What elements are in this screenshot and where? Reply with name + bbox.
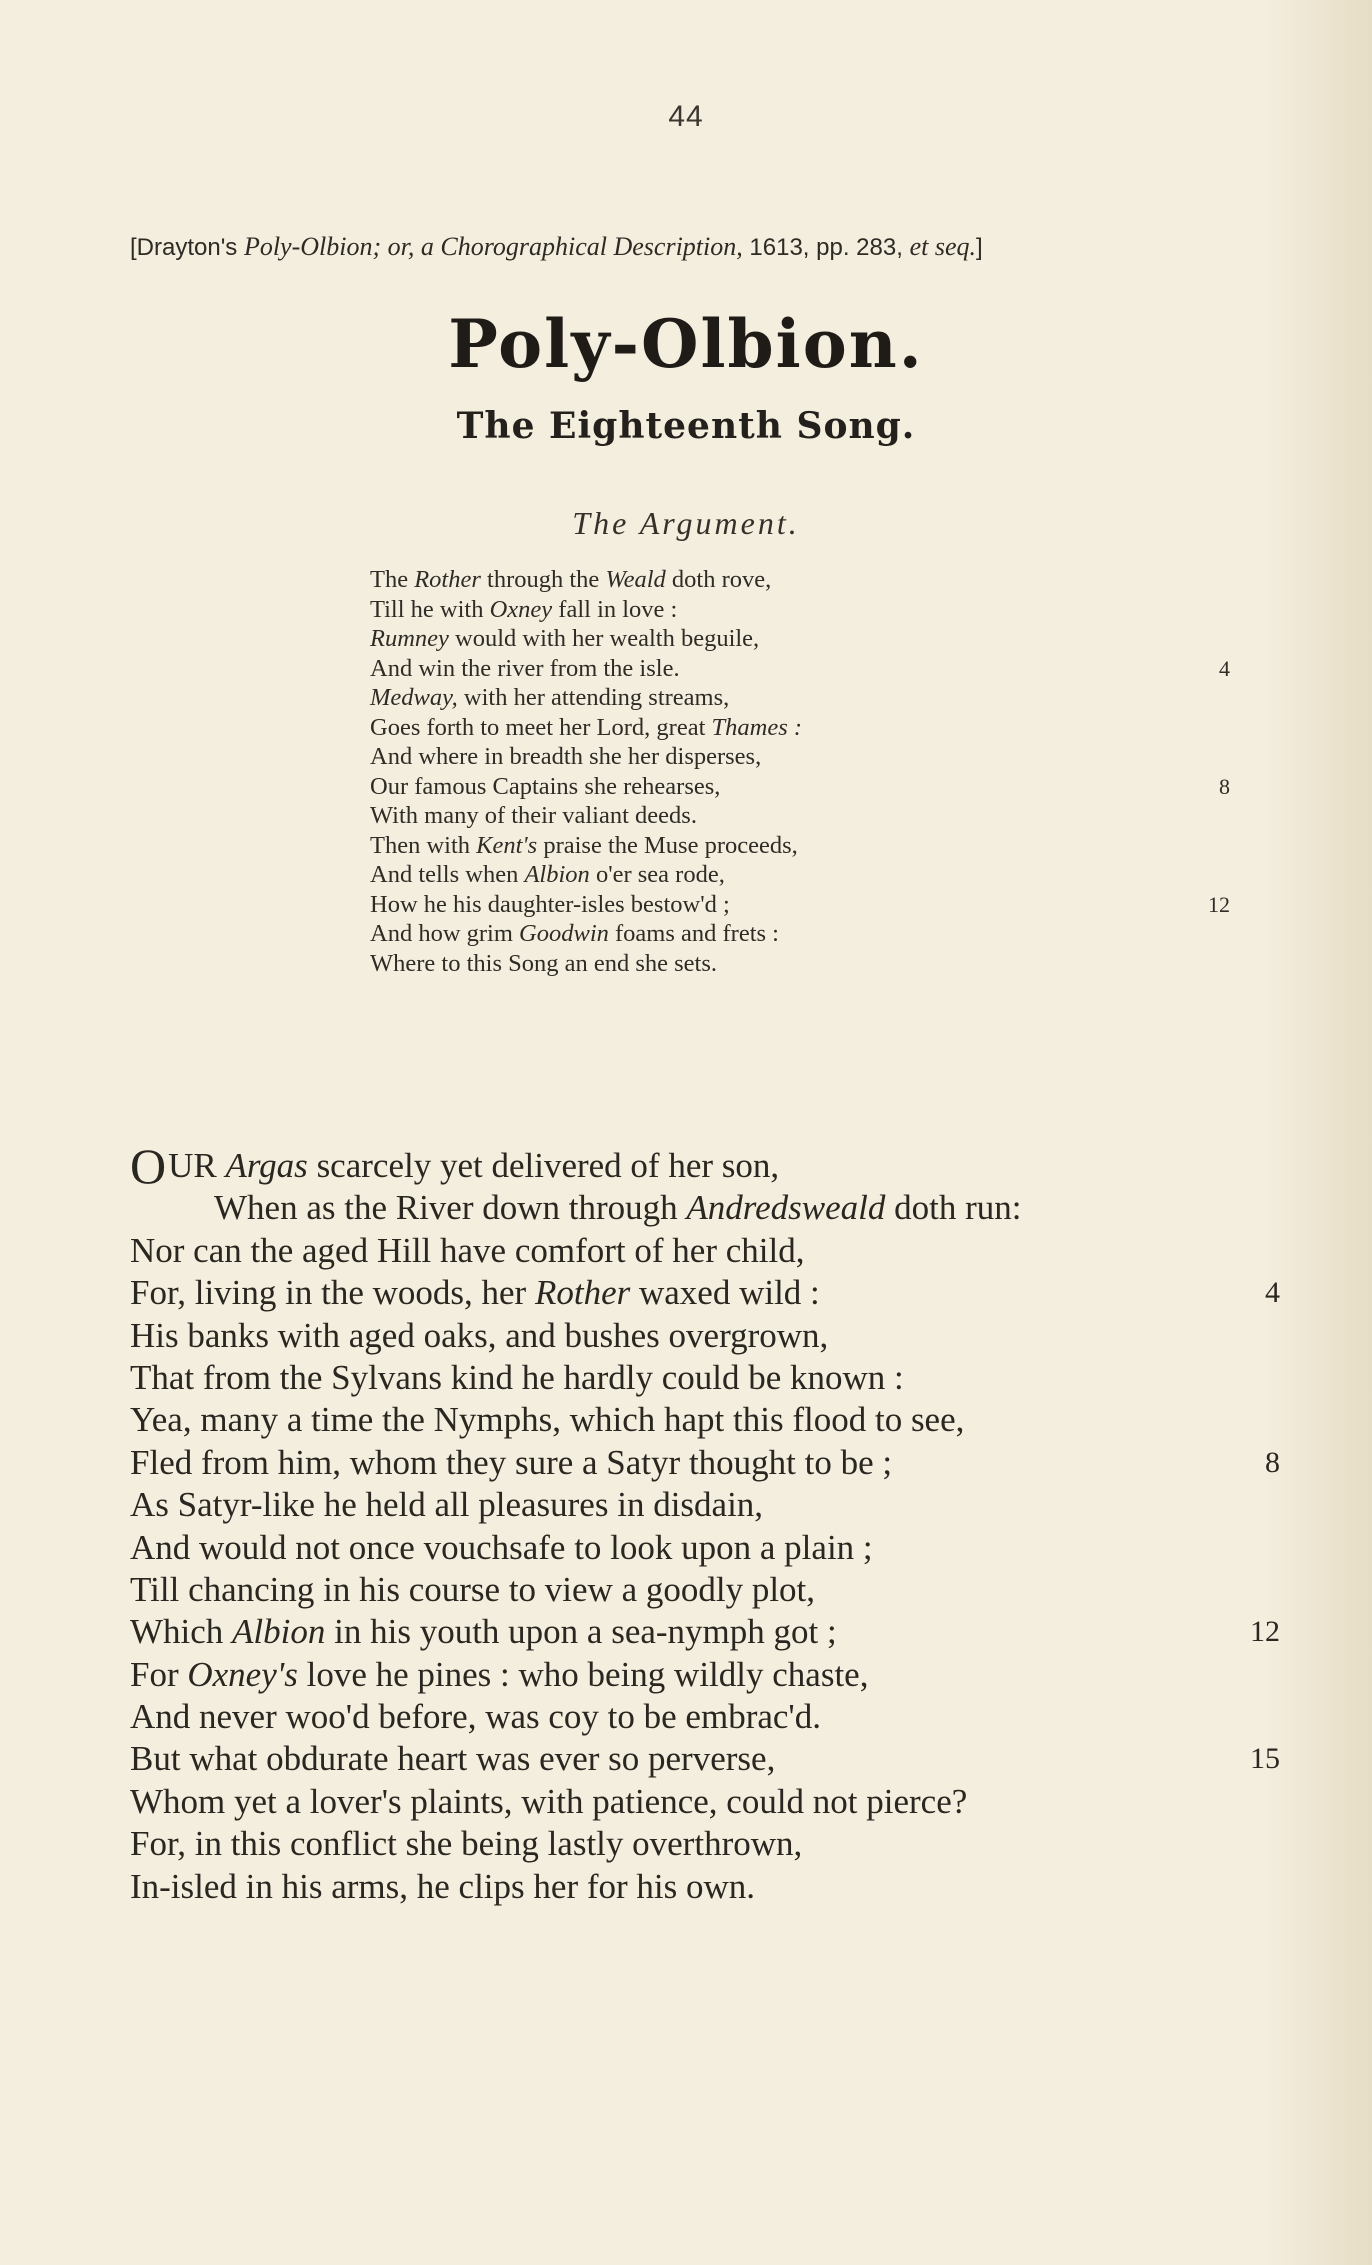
line-number: 12 xyxy=(1250,1615,1280,1649)
text-run: love he pines : who being wildly chaste, xyxy=(297,1654,869,1694)
text-run: with her attending streams, xyxy=(457,684,730,711)
poem-line xyxy=(130,1399,1280,1441)
argument-line-text xyxy=(370,596,677,623)
poem-line-text xyxy=(130,1697,821,1736)
argument-verse xyxy=(370,565,1230,978)
text-run: Our famous Captains she rehearses, xyxy=(370,772,721,800)
text-run: praise the Muse proceeds, xyxy=(537,831,798,859)
line-number: 8 xyxy=(1219,773,1230,799)
text-run: Yea, many a time the Nymphs, which hapt this flood to see, xyxy=(130,1400,965,1440)
poem-line-text xyxy=(130,1485,763,1524)
poem-line xyxy=(130,1781,1280,1823)
poem-line xyxy=(130,1569,1280,1611)
poem-line-text xyxy=(130,1739,775,1778)
text-run: in his youth upon a sea-nymph got ; xyxy=(325,1612,837,1652)
argument-line-text xyxy=(370,802,697,829)
argument-line xyxy=(370,919,1230,949)
page-title: Poly-Olbion. xyxy=(448,305,924,383)
line-number: 12 xyxy=(1208,891,1230,917)
poem-line-text xyxy=(130,1570,815,1609)
text-run: scarcely yet delivered of her son, xyxy=(307,1146,780,1185)
argument-line xyxy=(370,565,1230,595)
italic-text: Oxney xyxy=(489,595,553,623)
poem-line xyxy=(130,1823,1280,1865)
text-run: Till he with xyxy=(370,595,490,623)
argument-line xyxy=(370,742,1230,772)
poem-line-text xyxy=(130,1867,755,1906)
italic-text: Goodwin xyxy=(519,920,609,947)
text-run: And tells when xyxy=(370,861,525,888)
citation-pages: 1613, pp. 283, xyxy=(742,234,910,261)
page-number: 44 xyxy=(668,100,704,133)
poem-line xyxy=(130,1654,1280,1696)
poem-line-text xyxy=(130,1358,904,1397)
text-run: And never woo'd before, was coy to be embrac'd. xyxy=(130,1697,821,1737)
text-run: And win the river from the isle. xyxy=(370,654,680,682)
poem-line-text xyxy=(130,1138,780,1194)
poem-line-text xyxy=(130,1316,828,1355)
argument-line-text xyxy=(370,950,717,977)
argument-line-text xyxy=(370,920,779,947)
poem-line-text xyxy=(130,1782,967,1821)
italic-text: Rumney xyxy=(370,625,449,652)
argument-line xyxy=(370,683,1230,713)
text-run: For, in this conflict she being lastly overthrown, xyxy=(130,1824,803,1864)
italic-text: Oxney's xyxy=(187,1654,298,1694)
text-run: o'er sea rode, xyxy=(589,861,725,888)
poem-line xyxy=(130,1696,1280,1738)
citation-prefix: [Drayton's xyxy=(130,234,244,261)
text-run: For, living in the woods, her xyxy=(130,1273,535,1313)
poem-line xyxy=(130,1315,1280,1357)
poem-line xyxy=(130,1138,1280,1194)
poem-line xyxy=(130,1442,1280,1484)
argument-line-text xyxy=(370,655,680,682)
argument-line xyxy=(370,949,1230,979)
text-run: Nor can the aged Hill have comfort of her child, xyxy=(130,1230,805,1270)
italic-text: Medway, xyxy=(370,684,458,711)
argument-line xyxy=(370,624,1230,654)
argument-line xyxy=(370,890,1230,920)
argument-line xyxy=(370,654,1230,684)
italic-text: Thames : xyxy=(711,713,803,741)
italic-text: Rother xyxy=(534,1273,631,1313)
argument-line-text xyxy=(370,891,730,918)
poem-line-text xyxy=(130,1231,804,1270)
citation-work: Poly-Olbion; or, a Chorographical Description, xyxy=(243,232,743,261)
text-run: His banks with aged oaks, and bushes overgrown, xyxy=(130,1315,829,1355)
text-run: fall in love : xyxy=(552,595,678,623)
italic-text: Albion xyxy=(232,1612,326,1652)
poem-line xyxy=(130,1866,1280,1908)
text-run: The xyxy=(370,566,415,593)
poem-line-text xyxy=(130,1612,837,1651)
argument-line-text xyxy=(370,861,725,888)
italic-text: Albion xyxy=(524,861,590,888)
drop-cap: O xyxy=(130,1138,167,1194)
poem-line-text xyxy=(130,1273,820,1312)
text-run: Till chancing in his course to view a goodly plot, xyxy=(130,1569,816,1609)
italic-text: Argas xyxy=(225,1146,308,1185)
argument-line xyxy=(370,595,1230,625)
argument-line-text xyxy=(370,714,802,741)
poem-line xyxy=(130,1230,1280,1272)
text-run: doth run: xyxy=(885,1188,1022,1228)
text-run: Goes forth to meet her Lord, great xyxy=(370,713,712,741)
poem-line-text xyxy=(130,1655,868,1694)
source-citation xyxy=(130,232,1260,262)
text-run: would with her wealth beguile, xyxy=(448,625,760,652)
text-run: doth rove, xyxy=(665,566,772,593)
poem-body xyxy=(130,1138,1280,1908)
argument-line xyxy=(370,860,1230,890)
citation-close: ] xyxy=(975,234,983,261)
argument-line-text xyxy=(370,625,759,652)
text-run: With many of their valiant deeds. xyxy=(370,802,697,829)
text-run: In-isled in his arms, he clips her for his own. xyxy=(130,1866,756,1906)
poem-line xyxy=(130,1272,1280,1314)
argument-line-text xyxy=(370,566,771,593)
song-subtitle: The Eighteenth Song. xyxy=(456,405,916,447)
text-run: through the xyxy=(480,566,606,593)
poem-line-text xyxy=(130,1400,964,1439)
poem-line-text xyxy=(130,1528,873,1567)
italic-text: Weald xyxy=(605,566,666,593)
line-number: 8 xyxy=(1265,1445,1280,1479)
argument-line-text xyxy=(370,832,798,859)
argument-line xyxy=(370,801,1230,831)
text-run: But what obdurate heart was ever so perverse, xyxy=(130,1739,776,1779)
poem-line xyxy=(130,1611,1280,1653)
text-run: waxed wild : xyxy=(630,1273,820,1313)
italic-text: Kent's xyxy=(476,831,538,859)
text-run: That from the Sylvans kind he hardly could be known : xyxy=(130,1357,904,1397)
argument-line xyxy=(370,772,1230,802)
poem-line-text xyxy=(130,1824,802,1863)
text-run: UR xyxy=(168,1146,226,1185)
line-number: 4 xyxy=(1265,1276,1280,1310)
poem-line-text xyxy=(214,1188,1021,1227)
argument-line xyxy=(370,831,1230,861)
text-run: foams and frets : xyxy=(608,920,779,947)
argument-heading: The Argument. xyxy=(572,505,800,541)
italic-text: Andredsweald xyxy=(686,1188,886,1228)
text-run: How he his daughter-isles bestow'd ; xyxy=(370,890,730,918)
poem-line xyxy=(130,1527,1280,1569)
text-run: Which xyxy=(130,1612,233,1652)
poem-line xyxy=(130,1738,1280,1780)
argument-line-text xyxy=(370,743,761,770)
italic-text: Rother xyxy=(414,566,481,593)
poem-line-text xyxy=(130,1443,892,1482)
text-run: For xyxy=(130,1654,188,1694)
argument-line-text xyxy=(370,684,729,711)
text-run: Fled from him, whom they sure a Satyr thought to be ; xyxy=(130,1442,893,1482)
text-run: And how grim xyxy=(370,920,520,947)
text-run: And where in breadth she her disperses, xyxy=(370,743,762,770)
citation-etseq: et seq. xyxy=(909,232,976,261)
text-run: As Satyr-like he held all pleasures in disdain, xyxy=(130,1485,764,1525)
line-number: 15 xyxy=(1250,1742,1280,1776)
poem-line xyxy=(130,1187,1280,1229)
argument-line xyxy=(370,713,1230,743)
argument-line-text xyxy=(370,773,720,800)
text-run: Where to this Song an end she sets. xyxy=(370,949,718,977)
text-run: Then with xyxy=(370,831,477,859)
text-run: Whom yet a lover's plaints, with patience, could not pierce? xyxy=(130,1781,968,1821)
poem-line xyxy=(130,1484,1280,1526)
text-run: When as the River down through xyxy=(214,1188,687,1228)
poem-line xyxy=(130,1357,1280,1399)
line-number: 4 xyxy=(1219,655,1230,681)
text-run: And would not once vouchsafe to look upon a plain ; xyxy=(130,1527,873,1567)
